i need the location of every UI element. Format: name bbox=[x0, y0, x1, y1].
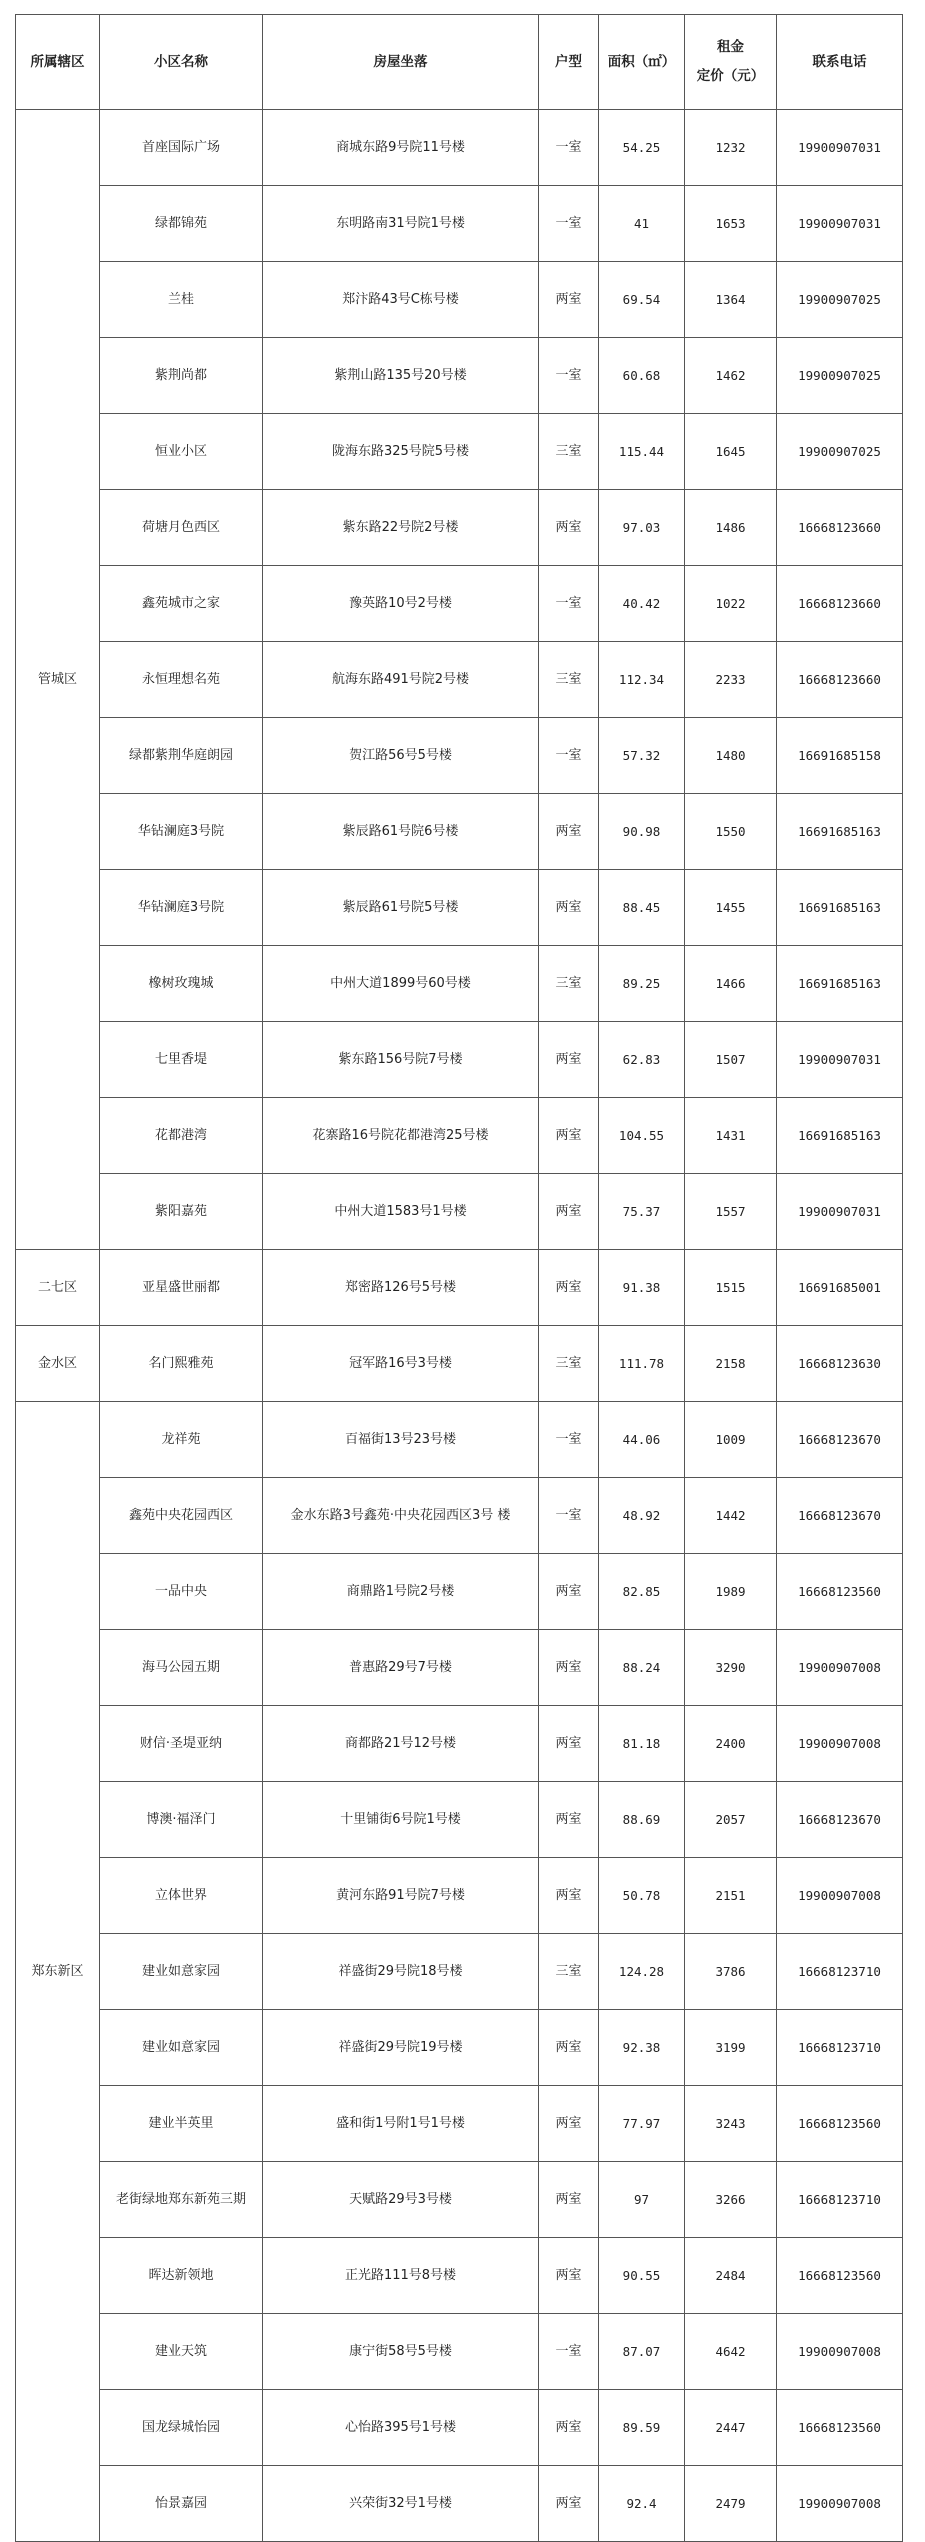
phone-cell: 19900907008 bbox=[777, 1706, 903, 1782]
header-rent bbox=[685, 15, 777, 110]
layout-cell: 一室 bbox=[539, 1478, 599, 1554]
phone-cell: 19900907025 bbox=[777, 338, 903, 414]
table-row bbox=[16, 490, 903, 566]
address-cell: 盛和街1号附1号1号楼 bbox=[263, 2086, 539, 2162]
area-cell: 92.38 bbox=[599, 2010, 685, 2086]
layout-cell: 两室 bbox=[539, 1782, 599, 1858]
header-phone: 联系电话 bbox=[777, 15, 903, 110]
phone-cell: 16668123560 bbox=[777, 2086, 903, 2162]
header-community: 小区名称 bbox=[100, 15, 263, 110]
area-cell: 40.42 bbox=[599, 566, 685, 642]
area-cell: 81.18 bbox=[599, 1706, 685, 1782]
address-cell: 黄河东路91号院7号楼 bbox=[263, 1858, 539, 1934]
community-cell: 鑫苑城市之家 bbox=[100, 566, 263, 642]
rent-cell: 3243 bbox=[685, 2086, 777, 2162]
address-cell: 祥盛街29号院19号楼 bbox=[263, 2010, 539, 2086]
phone-cell: 16691685163 bbox=[777, 870, 903, 946]
address-cell: 正光路111号8号楼 bbox=[263, 2238, 539, 2314]
rent-cell: 1480 bbox=[685, 718, 777, 794]
table-row bbox=[16, 1174, 903, 1250]
community-cell: 绿都紫荆华庭朗园 bbox=[100, 718, 263, 794]
layout-cell: 两室 bbox=[539, 2390, 599, 2466]
phone-cell: 19900907008 bbox=[777, 1858, 903, 1934]
table-row bbox=[16, 566, 903, 642]
table-row bbox=[16, 1326, 903, 1402]
area-cell: 89.25 bbox=[599, 946, 685, 1022]
community-cell: 建业天筑 bbox=[100, 2314, 263, 2390]
area-cell: 82.85 bbox=[599, 1554, 685, 1630]
table-row bbox=[16, 642, 903, 718]
community-cell: 橡树玫瑰城 bbox=[100, 946, 263, 1022]
header-area: 面积（㎡） bbox=[599, 15, 685, 110]
header-district: 所属辖区 bbox=[16, 15, 100, 110]
rent-cell: 4642 bbox=[685, 2314, 777, 2390]
address-cell: 航海东路491号院2号楼 bbox=[263, 642, 539, 718]
layout-cell: 两室 bbox=[539, 1858, 599, 1934]
area-cell: 41 bbox=[599, 186, 685, 262]
table-row bbox=[16, 1934, 903, 2010]
address-cell: 郑汴路43号C栋号楼 bbox=[263, 262, 539, 338]
phone-cell: 16668123710 bbox=[777, 1934, 903, 2010]
phone-cell: 16691685163 bbox=[777, 946, 903, 1022]
address-cell: 东明路南31号院1号楼 bbox=[263, 186, 539, 262]
community-cell: 七里香堤 bbox=[100, 1022, 263, 1098]
header-address: 房屋坐落 bbox=[263, 15, 539, 110]
table-body bbox=[16, 110, 903, 2542]
community-cell: 建业如意家园 bbox=[100, 2010, 263, 2086]
rental-listing-table bbox=[15, 14, 903, 2542]
phone-cell: 19900907031 bbox=[777, 186, 903, 262]
layout-cell: 一室 bbox=[539, 2314, 599, 2390]
table-row bbox=[16, 1478, 903, 1554]
rent-cell: 1442 bbox=[685, 1478, 777, 1554]
table-row bbox=[16, 794, 903, 870]
rent-cell: 1515 bbox=[685, 1250, 777, 1326]
area-cell: 88.24 bbox=[599, 1630, 685, 1706]
rent-cell: 1550 bbox=[685, 794, 777, 870]
phone-cell: 16668123670 bbox=[777, 1782, 903, 1858]
area-cell: 57.32 bbox=[599, 718, 685, 794]
phone-cell: 16668123670 bbox=[777, 1478, 903, 1554]
phone-cell: 19900907031 bbox=[777, 110, 903, 186]
rent-cell: 2447 bbox=[685, 2390, 777, 2466]
layout-cell: 两室 bbox=[539, 794, 599, 870]
table-row bbox=[16, 2314, 903, 2390]
table-row bbox=[16, 1706, 903, 1782]
address-cell: 金水东路3号鑫苑·中央花园西区3号 楼 bbox=[263, 1478, 539, 1554]
address-cell: 紫东路156号院7号楼 bbox=[263, 1022, 539, 1098]
layout-cell: 两室 bbox=[539, 490, 599, 566]
layout-cell: 三室 bbox=[539, 642, 599, 718]
community-cell: 鑫苑中央花园西区 bbox=[100, 1478, 263, 1554]
table-row bbox=[16, 1098, 903, 1174]
phone-cell: 16668123670 bbox=[777, 1402, 903, 1478]
community-cell: 恒业小区 bbox=[100, 414, 263, 490]
district-cell: 金水区 bbox=[16, 1326, 100, 1402]
phone-cell: 16668123560 bbox=[777, 1554, 903, 1630]
phone-cell: 16691685158 bbox=[777, 718, 903, 794]
phone-cell: 19900907008 bbox=[777, 2314, 903, 2390]
phone-cell: 16691685163 bbox=[777, 1098, 903, 1174]
address-cell: 商都路21号12号楼 bbox=[263, 1706, 539, 1782]
area-cell: 112.34 bbox=[599, 642, 685, 718]
address-cell: 商鼎路1号院2号楼 bbox=[263, 1554, 539, 1630]
layout-cell: 两室 bbox=[539, 1250, 599, 1326]
community-cell: 紫荆尚都 bbox=[100, 338, 263, 414]
table-row bbox=[16, 414, 903, 490]
rental-listing-table-container bbox=[15, 14, 903, 2542]
community-cell: 绿都锦苑 bbox=[100, 186, 263, 262]
table-row bbox=[16, 2162, 903, 2238]
phone-cell: 19900907008 bbox=[777, 1630, 903, 1706]
layout-cell: 一室 bbox=[539, 1402, 599, 1478]
table-row bbox=[16, 1782, 903, 1858]
area-cell: 90.55 bbox=[599, 2238, 685, 2314]
rent-cell: 3266 bbox=[685, 2162, 777, 2238]
address-cell: 郑密路126号5号楼 bbox=[263, 1250, 539, 1326]
community-cell: 怡景嘉园 bbox=[100, 2466, 263, 2542]
address-cell: 陇海东路325号院5号楼 bbox=[263, 414, 539, 490]
address-cell: 百福街13号23号楼 bbox=[263, 1402, 539, 1478]
address-cell: 豫英路10号2号楼 bbox=[263, 566, 539, 642]
rent-cell: 2479 bbox=[685, 2466, 777, 2542]
table-row bbox=[16, 2010, 903, 2086]
layout-cell: 两室 bbox=[539, 1174, 599, 1250]
rent-cell: 1557 bbox=[685, 1174, 777, 1250]
layout-cell: 两室 bbox=[539, 1554, 599, 1630]
district-cell: 二七区 bbox=[16, 1250, 100, 1326]
area-cell: 69.54 bbox=[599, 262, 685, 338]
address-cell: 十里铺街6号院1号楼 bbox=[263, 1782, 539, 1858]
phone-cell: 16668123710 bbox=[777, 2010, 903, 2086]
community-cell: 建业如意家园 bbox=[100, 1934, 263, 2010]
rent-cell: 1232 bbox=[685, 110, 777, 186]
community-cell: 永恒理想名苑 bbox=[100, 642, 263, 718]
phone-cell: 16668123660 bbox=[777, 490, 903, 566]
rent-cell: 2158 bbox=[685, 1326, 777, 1402]
area-cell: 97.03 bbox=[599, 490, 685, 566]
area-cell: 62.83 bbox=[599, 1022, 685, 1098]
area-cell: 60.68 bbox=[599, 338, 685, 414]
community-cell: 首座国际广场 bbox=[100, 110, 263, 186]
community-cell: 立体世界 bbox=[100, 1858, 263, 1934]
table-row bbox=[16, 1402, 903, 1478]
area-cell: 44.06 bbox=[599, 1402, 685, 1478]
layout-cell: 两室 bbox=[539, 1630, 599, 1706]
phone-cell: 19900907031 bbox=[777, 1022, 903, 1098]
community-cell: 紫阳嘉苑 bbox=[100, 1174, 263, 1250]
community-cell: 博澳·福泽门 bbox=[100, 1782, 263, 1858]
community-cell: 花都港湾 bbox=[100, 1098, 263, 1174]
address-cell: 紫东路22号院2号楼 bbox=[263, 490, 539, 566]
district-cell: 郑东新区 bbox=[16, 1402, 100, 2542]
rent-cell: 1486 bbox=[685, 490, 777, 566]
rent-cell: 1462 bbox=[685, 338, 777, 414]
layout-cell: 三室 bbox=[539, 1326, 599, 1402]
header-layout: 户型 bbox=[539, 15, 599, 110]
address-cell: 兴荣街32号1号楼 bbox=[263, 2466, 539, 2542]
table-row bbox=[16, 2390, 903, 2466]
community-cell: 荷塘月色西区 bbox=[100, 490, 263, 566]
rent-cell: 1009 bbox=[685, 1402, 777, 1478]
area-cell: 50.78 bbox=[599, 1858, 685, 1934]
table-row bbox=[16, 1554, 903, 1630]
area-cell: 92.4 bbox=[599, 2466, 685, 2542]
address-cell: 紫辰路61号院6号楼 bbox=[263, 794, 539, 870]
address-cell: 花寨路16号院花都港湾25号楼 bbox=[263, 1098, 539, 1174]
table-row bbox=[16, 1022, 903, 1098]
rent-cell: 1989 bbox=[685, 1554, 777, 1630]
address-cell: 天赋路29号3号楼 bbox=[263, 2162, 539, 2238]
rent-cell: 3290 bbox=[685, 1630, 777, 1706]
table-row bbox=[16, 870, 903, 946]
table-row bbox=[16, 1250, 903, 1326]
layout-cell: 一室 bbox=[539, 338, 599, 414]
rent-cell: 3199 bbox=[685, 2010, 777, 2086]
table-row bbox=[16, 718, 903, 794]
rent-cell: 2484 bbox=[685, 2238, 777, 2314]
rent-cell: 1431 bbox=[685, 1098, 777, 1174]
layout-cell: 两室 bbox=[539, 2466, 599, 2542]
area-cell: 104.55 bbox=[599, 1098, 685, 1174]
rent-cell: 2151 bbox=[685, 1858, 777, 1934]
community-cell: 华钻澜庭3号院 bbox=[100, 794, 263, 870]
rent-cell: 1455 bbox=[685, 870, 777, 946]
area-cell: 48.92 bbox=[599, 1478, 685, 1554]
layout-cell: 两室 bbox=[539, 2238, 599, 2314]
address-cell: 中州大道1899号60号楼 bbox=[263, 946, 539, 1022]
phone-cell: 16668123710 bbox=[777, 2162, 903, 2238]
area-cell: 88.69 bbox=[599, 1782, 685, 1858]
table-row bbox=[16, 2086, 903, 2162]
area-cell: 91.38 bbox=[599, 1250, 685, 1326]
header-rent-line2: 定价（元） bbox=[696, 68, 765, 84]
layout-cell: 一室 bbox=[539, 718, 599, 794]
area-cell: 97 bbox=[599, 2162, 685, 2238]
area-cell: 75.37 bbox=[599, 1174, 685, 1250]
phone-cell: 19900907025 bbox=[777, 262, 903, 338]
phone-cell: 16691685163 bbox=[777, 794, 903, 870]
phone-cell: 16668123630 bbox=[777, 1326, 903, 1402]
community-cell: 晖达新领地 bbox=[100, 2238, 263, 2314]
phone-cell: 16668123660 bbox=[777, 566, 903, 642]
rent-cell: 1364 bbox=[685, 262, 777, 338]
layout-cell: 一室 bbox=[539, 186, 599, 262]
table-row bbox=[16, 1858, 903, 1934]
area-cell: 87.07 bbox=[599, 2314, 685, 2390]
table-row bbox=[16, 2466, 903, 2542]
area-cell: 54.25 bbox=[599, 110, 685, 186]
header-rent-line1: 租金 bbox=[717, 39, 744, 55]
layout-cell: 两室 bbox=[539, 1706, 599, 1782]
area-cell: 124.28 bbox=[599, 1934, 685, 2010]
phone-cell: 19900907025 bbox=[777, 414, 903, 490]
phone-cell: 16668123560 bbox=[777, 2238, 903, 2314]
layout-cell: 两室 bbox=[539, 1098, 599, 1174]
address-cell: 紫辰路61号院5号楼 bbox=[263, 870, 539, 946]
table-row bbox=[16, 186, 903, 262]
address-cell: 祥盛街29号院18号楼 bbox=[263, 1934, 539, 2010]
layout-cell: 两室 bbox=[539, 262, 599, 338]
address-cell: 紫荆山路135号20号楼 bbox=[263, 338, 539, 414]
community-cell: 国龙绿城怡园 bbox=[100, 2390, 263, 2466]
district-cell: 管城区 bbox=[16, 110, 100, 1250]
rent-cell: 1022 bbox=[685, 566, 777, 642]
address-cell: 冠军路16号3号楼 bbox=[263, 1326, 539, 1402]
rent-cell: 2400 bbox=[685, 1706, 777, 1782]
area-cell: 89.59 bbox=[599, 2390, 685, 2466]
table-row bbox=[16, 262, 903, 338]
address-cell: 普惠路29号7号楼 bbox=[263, 1630, 539, 1706]
address-cell: 贺江路56号5号楼 bbox=[263, 718, 539, 794]
table-row bbox=[16, 338, 903, 414]
table-row bbox=[16, 1630, 903, 1706]
layout-cell: 三室 bbox=[539, 1934, 599, 2010]
community-cell: 老街绿地郑东新苑三期 bbox=[100, 2162, 263, 2238]
layout-cell: 两室 bbox=[539, 870, 599, 946]
community-cell: 海马公园五期 bbox=[100, 1630, 263, 1706]
rent-cell: 1645 bbox=[685, 414, 777, 490]
phone-cell: 19900907008 bbox=[777, 2466, 903, 2542]
area-cell: 90.98 bbox=[599, 794, 685, 870]
layout-cell: 一室 bbox=[539, 566, 599, 642]
area-cell: 111.78 bbox=[599, 1326, 685, 1402]
layout-cell: 两室 bbox=[539, 2162, 599, 2238]
rent-cell: 2233 bbox=[685, 642, 777, 718]
address-cell: 中州大道1583号1号楼 bbox=[263, 1174, 539, 1250]
layout-cell: 两室 bbox=[539, 1022, 599, 1098]
rent-cell: 1466 bbox=[685, 946, 777, 1022]
community-cell: 华钻澜庭3号院 bbox=[100, 870, 263, 946]
layout-cell: 三室 bbox=[539, 946, 599, 1022]
address-cell: 心怡路395号1号楼 bbox=[263, 2390, 539, 2466]
community-cell: 建业半英里 bbox=[100, 2086, 263, 2162]
table-row bbox=[16, 946, 903, 1022]
community-cell: 一品中央 bbox=[100, 1554, 263, 1630]
address-cell: 商城东路9号院11号楼 bbox=[263, 110, 539, 186]
phone-cell: 19900907031 bbox=[777, 1174, 903, 1250]
area-cell: 88.45 bbox=[599, 870, 685, 946]
phone-cell: 16668123660 bbox=[777, 642, 903, 718]
rent-cell: 2057 bbox=[685, 1782, 777, 1858]
rent-cell: 1653 bbox=[685, 186, 777, 262]
layout-cell: 三室 bbox=[539, 414, 599, 490]
community-cell: 龙祥苑 bbox=[100, 1402, 263, 1478]
layout-cell: 两室 bbox=[539, 2010, 599, 2086]
layout-cell: 两室 bbox=[539, 2086, 599, 2162]
layout-cell: 一室 bbox=[539, 110, 599, 186]
rent-cell: 1507 bbox=[685, 1022, 777, 1098]
community-cell: 亚星盛世丽都 bbox=[100, 1250, 263, 1326]
address-cell: 康宁街58号5号楼 bbox=[263, 2314, 539, 2390]
community-cell: 兰桂 bbox=[100, 262, 263, 338]
phone-cell: 16691685001 bbox=[777, 1250, 903, 1326]
table-row bbox=[16, 2238, 903, 2314]
phone-cell: 16668123560 bbox=[777, 2390, 903, 2466]
area-cell: 77.97 bbox=[599, 2086, 685, 2162]
area-cell: 115.44 bbox=[599, 414, 685, 490]
table-row bbox=[16, 110, 903, 186]
community-cell: 财信·圣堤亚纳 bbox=[100, 1706, 263, 1782]
rent-cell: 3786 bbox=[685, 1934, 777, 2010]
community-cell: 名门熙雅苑 bbox=[100, 1326, 263, 1402]
header-row bbox=[16, 15, 903, 110]
